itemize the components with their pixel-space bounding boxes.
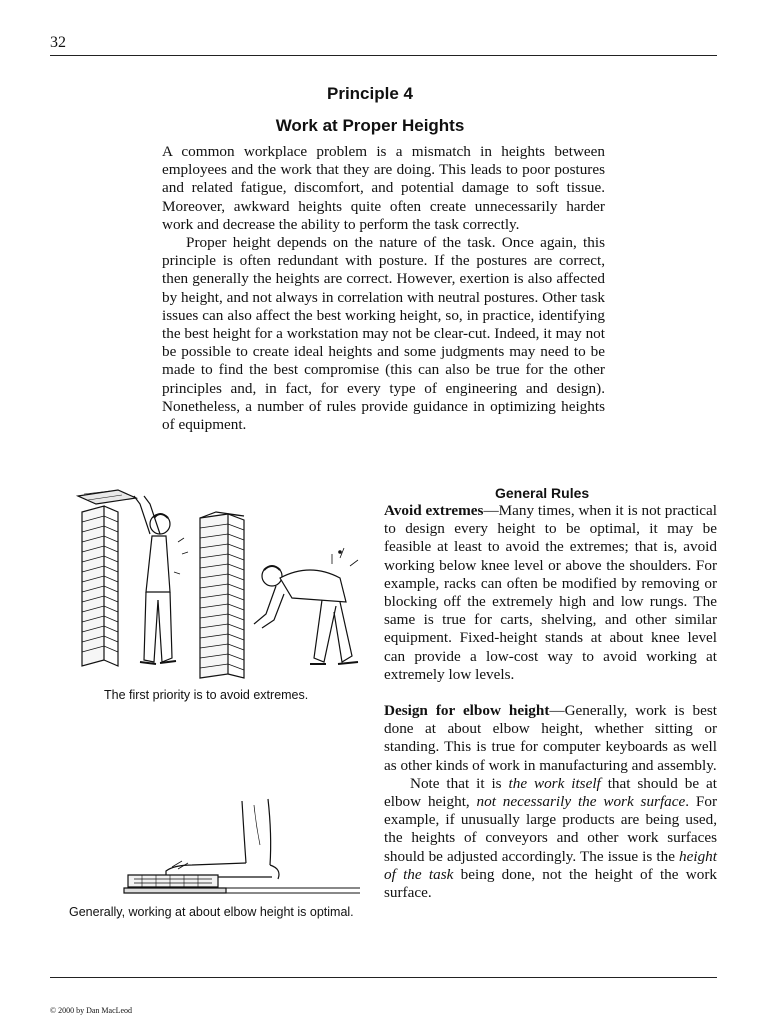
intro-text: [162, 143, 605, 434]
elbow-height-illustration: [122, 795, 362, 900]
figure-1-caption: The first priority is to avoid extremes.: [104, 688, 309, 702]
note-emphasis-1: the work itself: [508, 774, 601, 792]
keyboard-figure: [128, 875, 218, 887]
header-rule: [50, 55, 717, 56]
note-emphasis-3: height of the task: [384, 847, 717, 883]
elbow-height-paragraph: [384, 702, 717, 775]
avoid-extremes-paragraph: [384, 502, 717, 684]
copyright-notice: © 2000 by Dan MacLeod: [50, 1006, 133, 1015]
figure-2-caption: Generally, working at about elbow height is optimal.: [69, 905, 354, 919]
general-rules-heading: General Rules: [495, 485, 590, 501]
intro-paragraph-1: A common workplace problem is a mismatch in heights between employees and the work that they are doing. This leads to poor postures and related fatigue, discomfort, and potential damage to soft tissue. Moreover, awkward heights quite often create unnecessarily harder work and decrease the ability to perform the task correctly.: [162, 143, 605, 233]
page-number: 32: [50, 34, 66, 51]
general-rules-text: [384, 502, 717, 902]
avoid-extremes-body: —Many times, when it is not practical to design every height to be optimal, it may be feasible at least to avoid the extremes; that is, avoid working below knee level or above the shoulders. For example, racks can often be modified by removing or blocking off the extremely high and low rungs. The same is true for carts, shelving, and other similar equipment. Fixed-height stands at about knee level can provide a low-cost way to avoid working at extremely low levels.: [384, 502, 717, 683]
standing-worker-figure: [134, 496, 188, 664]
note-text-4: being done, not the height of the work surface.: [384, 865, 717, 902]
work-surface: [124, 888, 360, 893]
left-rack: [78, 490, 136, 666]
upper-arm-figure: [242, 799, 271, 865]
note-text-1: Note that it is: [410, 774, 509, 792]
elbow-height-runin: Design for elbow height: [384, 702, 550, 720]
intro-paragraph-2: Proper height depends on the nature of the task. Once again, this principle is often redundant with posture. If the postures are correct, then generally the heights are correct. However, exertion is also affected by height, and not always in correlation with neutral postures. Other task issues can also affect the best working height, so, in practice, identifying the best height for a workstation may not be clear-cut. Indeed, it may not be possible to create ideal heights and some judgments may need to be made to find the best compromise (this can also be true for the other principles and, in fact, for every type of engineering and design). Nonetheless, a number of rules provide guidance in optimizing heights of equipment.: [162, 234, 605, 434]
elbow-height-body: —Generally, work is best done at about elbow height, whether sitting or standing. This is true for computer keyboards as well as other kinds of work in manufacturing and assembly.: [384, 702, 717, 774]
note-text-3: . For example, if unusually large products are being used, the heights of conveyors and other work surfaces should be adjusted accordingly. The issue is the: [384, 793, 717, 865]
avoid-extremes-runin: Avoid extremes: [384, 502, 484, 519]
note-paragraph: [384, 775, 717, 902]
bending-worker-figure: [254, 548, 358, 664]
avoid-extremes-illustration: [70, 482, 370, 680]
page-title: Work at Proper Heights: [275, 116, 465, 135]
principle-label: Principle 4: [327, 84, 413, 103]
note-emphasis-2: not necessarily the work surface: [476, 793, 686, 811]
note-text-2: that should be at elbow height,: [384, 774, 717, 811]
footer-rule: [50, 977, 717, 978]
